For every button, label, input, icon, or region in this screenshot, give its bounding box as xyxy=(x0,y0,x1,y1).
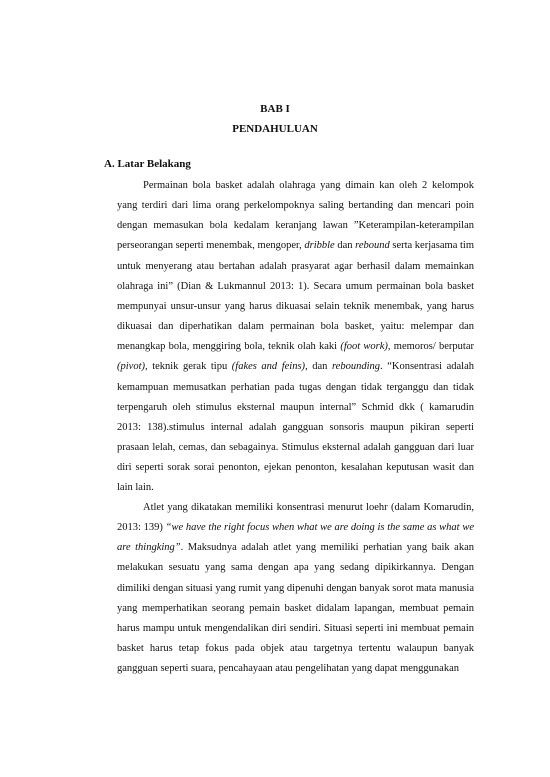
paragraph-1 xyxy=(117,176,474,499)
p1-text-3: serta kerjasama tim untuk menyerang atau bertahan adalah prasyarat agar berhasil dalam memainkan olahraga ini” (Dian & Lukmannul 2013: 1). Secara umum permainan bola basket mempunyai unsur-unsur yang harus dikuasai selain teknik menembak, yang harus dikuasai dan diperhatikan dalam permainan bola basket, yaitu: melempar dan menangkap bola, menggiring bola, teknik olah kaki xyxy=(117,240,474,353)
p1-text-6: , dan xyxy=(305,361,332,373)
p1-term-foot-work: (foot work) xyxy=(340,341,388,353)
p1-term-pivot: (pivot) xyxy=(117,361,145,373)
p1-term-rebound: rebound xyxy=(355,240,390,252)
section-title: Latar Belakang xyxy=(117,158,191,170)
p1-term-fakes: (fakes and feins) xyxy=(231,361,306,373)
p1-text-5: , teknik gerak tipu xyxy=(145,361,232,373)
p2-text-2: . Maksudnya adalah atlet yang memiliki perhatian yang baik akan melakukan sesuatu yang sama dengan apa yang sedang dipikirkannya. Dengan dimiliki dengan situasi yang rumit yang dipenuhi dengan banyak sorot mata manusia yang memperhatikan seorang pemain basket didalam lapangan, membuat pemain harus mampu untuk mengendalikan diri sendiri. Situasi seperti ini membuat pemain basket harus tetap fokus pada objek atau targetnya tertentu walaupun banyak gangguan seperti suara, pencahayaan atau pengelihatan yang dapat menggunakan xyxy=(117,542,474,675)
p1-text-2: dan xyxy=(334,240,356,252)
p1-text-1: Permainan bola basket adalah olahraga yang dimain kan oleh 2 kelompok yang terdiri dari lima orang perkelompoknya saling bertanding dan mencari poin dengan memasukan bola kedalam keranjang lawan ”Keterampilan-keterampilan perseorangan seperti menembak, mengoper, xyxy=(117,180,474,252)
p1-text-7: . “Konsentrasi adalah kemampuan memusatkan perhatian pada tugas dengan tidak terganggu dan tidak terpengaruh oleh stimulus eksternal maupun internal” Schmid dkk ( kamarudin 2013: 138).stimulus internal adalah gangguan sonsoris maupun pikiran seperti prasaan lelah, cemas, dan sebagainya. Stimulus eksternal adalah gangguan dari luar diri seperti sorak sorai penonton, ejekan penonton, kesalahan keputusan wasit dan lain lain. xyxy=(117,361,474,494)
chapter-title: PENDAHULUAN xyxy=(232,123,318,135)
section-letter: A. xyxy=(104,158,115,170)
chapter-label: BAB I xyxy=(260,103,290,115)
p1-text-4: , memoros/ berputar xyxy=(387,341,474,353)
p2-quote: “we have the right focus when what we are doing is the same as what we are thingking” xyxy=(117,522,474,554)
p1-term-rebounding: rebounding xyxy=(331,361,381,373)
paragraph-2 xyxy=(117,498,474,679)
p2-text-1: Atlet yang dikatakan memiliki konsentrasi menurut loehr (dalam Komarudin, 2013: 139) xyxy=(117,502,474,534)
section-heading xyxy=(104,158,191,170)
p1-term-dribble: dribble xyxy=(304,240,335,252)
